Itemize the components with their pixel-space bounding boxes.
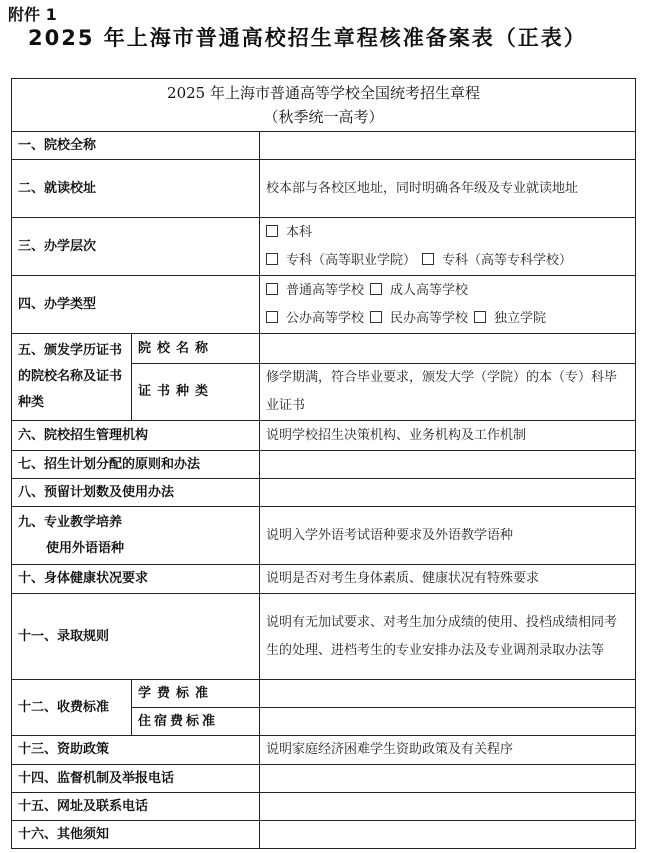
table-row	[12, 821, 636, 849]
sub-label-issuing-school: 院校名称	[132, 334, 260, 364]
row-label-health: 十、身体健康状况要求	[12, 565, 260, 594]
accommodation-field[interactable]	[260, 708, 636, 736]
table-row	[12, 793, 636, 821]
type-option-independent[interactable]: 独立学院	[474, 311, 546, 326]
document-title: 2025 年上海市普通高校招生章程核准备案表（正表）	[28, 26, 587, 50]
row-label-admission-office: 六、院校招生管理机构	[12, 421, 260, 451]
campus-field[interactable]	[260, 160, 636, 218]
admission-office-hint: 说明学校招生决策机构、业务机构及工作机制	[266, 427, 527, 443]
header-line-1: 2025 年上海市普通高等学校全国统考招生章程	[167, 84, 480, 102]
row-label-website: 十五、网址及联系电话	[12, 793, 260, 821]
website-field[interactable]	[260, 793, 636, 821]
table-row	[12, 565, 636, 594]
filing-form-table	[11, 78, 636, 849]
checkbox-icon[interactable]	[474, 311, 486, 323]
tuition-field[interactable]	[260, 680, 636, 708]
table-row	[12, 160, 636, 218]
row-label-other: 十六、其他须知	[12, 821, 260, 849]
row-label-school-name: 一、院校全称	[12, 132, 260, 160]
other-field[interactable]	[260, 821, 636, 849]
foreign-language-label-line-1: 九、专业教学培养	[18, 514, 123, 530]
row-label-plan-principles: 七、招生计划分配的原则和办法	[12, 451, 260, 479]
table-row	[12, 334, 636, 364]
table-row	[12, 594, 636, 680]
table-row	[12, 680, 636, 708]
table-row	[12, 736, 636, 765]
certificate-type-hint: 修学期满，符合毕业要求，颁发大学（学院）的本（专）科毕业证书	[266, 370, 618, 413]
certificate-type-field[interactable]	[260, 364, 636, 421]
checkbox-icon[interactable]	[266, 225, 278, 237]
foreign-language-label-line-2: 使用外语语种	[46, 540, 125, 556]
table-row	[12, 507, 636, 565]
level-option-vocational[interactable]: 专科（高等职业学院）	[266, 253, 416, 268]
table-row	[12, 451, 636, 479]
checkbox-icon[interactable]	[266, 283, 278, 295]
type-option-public[interactable]: 公办高等学校	[266, 311, 364, 326]
level-options	[260, 218, 636, 276]
row-label-financial-aid: 十三、资助政策	[12, 736, 260, 765]
type-option-private[interactable]: 民办高等学校	[370, 311, 468, 326]
sub-label-accommodation: 住宿费标准	[132, 708, 260, 736]
level-option-specialized[interactable]: 专科（高等专科学校）	[422, 253, 572, 268]
financial-aid-hint: 说明家庭经济困难学生资助政策及有关程序	[266, 742, 514, 757]
level-option-undergraduate[interactable]: 本科	[266, 225, 312, 240]
campus-hint: 校本部与各校区地址，同时明确各年级及专业就读地址	[266, 180, 579, 196]
table-row	[12, 421, 636, 451]
sub-label-certificate-type: 证书种类	[132, 364, 260, 421]
sub-label-tuition: 学费标准	[132, 680, 260, 708]
row-label-supervision: 十四、监督机制及举报电话	[12, 765, 260, 793]
table-row	[12, 218, 636, 276]
checkbox-icon[interactable]	[422, 253, 434, 265]
admission-office-field[interactable]	[260, 421, 636, 451]
health-hint: 说明是否对考生身体素质、健康状况有特殊要求	[266, 571, 540, 586]
type-options	[260, 276, 636, 334]
checkbox-icon[interactable]	[370, 311, 382, 323]
school-name-field[interactable]	[260, 132, 636, 160]
row-label-certificate: 五、颁发学历证书的院校名称及证书种类	[12, 334, 132, 421]
type-option-adult[interactable]: 成人高等学校	[370, 283, 468, 298]
foreign-language-field[interactable]	[260, 507, 636, 565]
checkbox-icon[interactable]	[370, 283, 382, 295]
table-row	[12, 479, 636, 507]
table-row	[12, 132, 636, 160]
issuing-school-field[interactable]	[260, 334, 636, 364]
header-line-2: （秋季统一高考）	[263, 108, 384, 126]
row-label-type: 四、办学类型	[12, 276, 260, 334]
row-label-foreign-language	[12, 507, 260, 565]
type-option-regular[interactable]: 普通高等学校	[266, 283, 364, 298]
row-label-campus: 二、就读校址	[12, 160, 260, 218]
table-row	[12, 276, 636, 334]
health-field[interactable]	[260, 565, 636, 594]
table-row	[12, 765, 636, 793]
supervision-field[interactable]	[260, 765, 636, 793]
admission-rules-hint: 说明有无加试要求、对考生加分成绩的使用、投档成绩相同考生的处理、进档考生的专业安排办法及专业调剂录取办法等	[266, 614, 618, 658]
table-header-row	[12, 79, 636, 132]
row-label-level: 三、办学层次	[12, 218, 260, 276]
reserved-plan-field[interactable]	[260, 479, 636, 507]
row-label-admission-rules: 十一、录取规则	[12, 594, 260, 680]
financial-aid-field[interactable]	[260, 736, 636, 765]
table-header	[12, 79, 636, 132]
row-label-reserved-plan: 八、预留计划数及使用办法	[12, 479, 260, 507]
foreign-language-hint: 说明入学外语考试语种要求及外语教学语种	[266, 527, 514, 543]
admission-rules-field[interactable]	[260, 594, 636, 680]
attachment-label: 附件 1	[8, 5, 57, 24]
checkbox-icon[interactable]	[266, 253, 278, 265]
checkbox-icon[interactable]	[266, 311, 278, 323]
plan-principles-field[interactable]	[260, 451, 636, 479]
row-label-fees: 十二、收费标准	[12, 680, 132, 736]
